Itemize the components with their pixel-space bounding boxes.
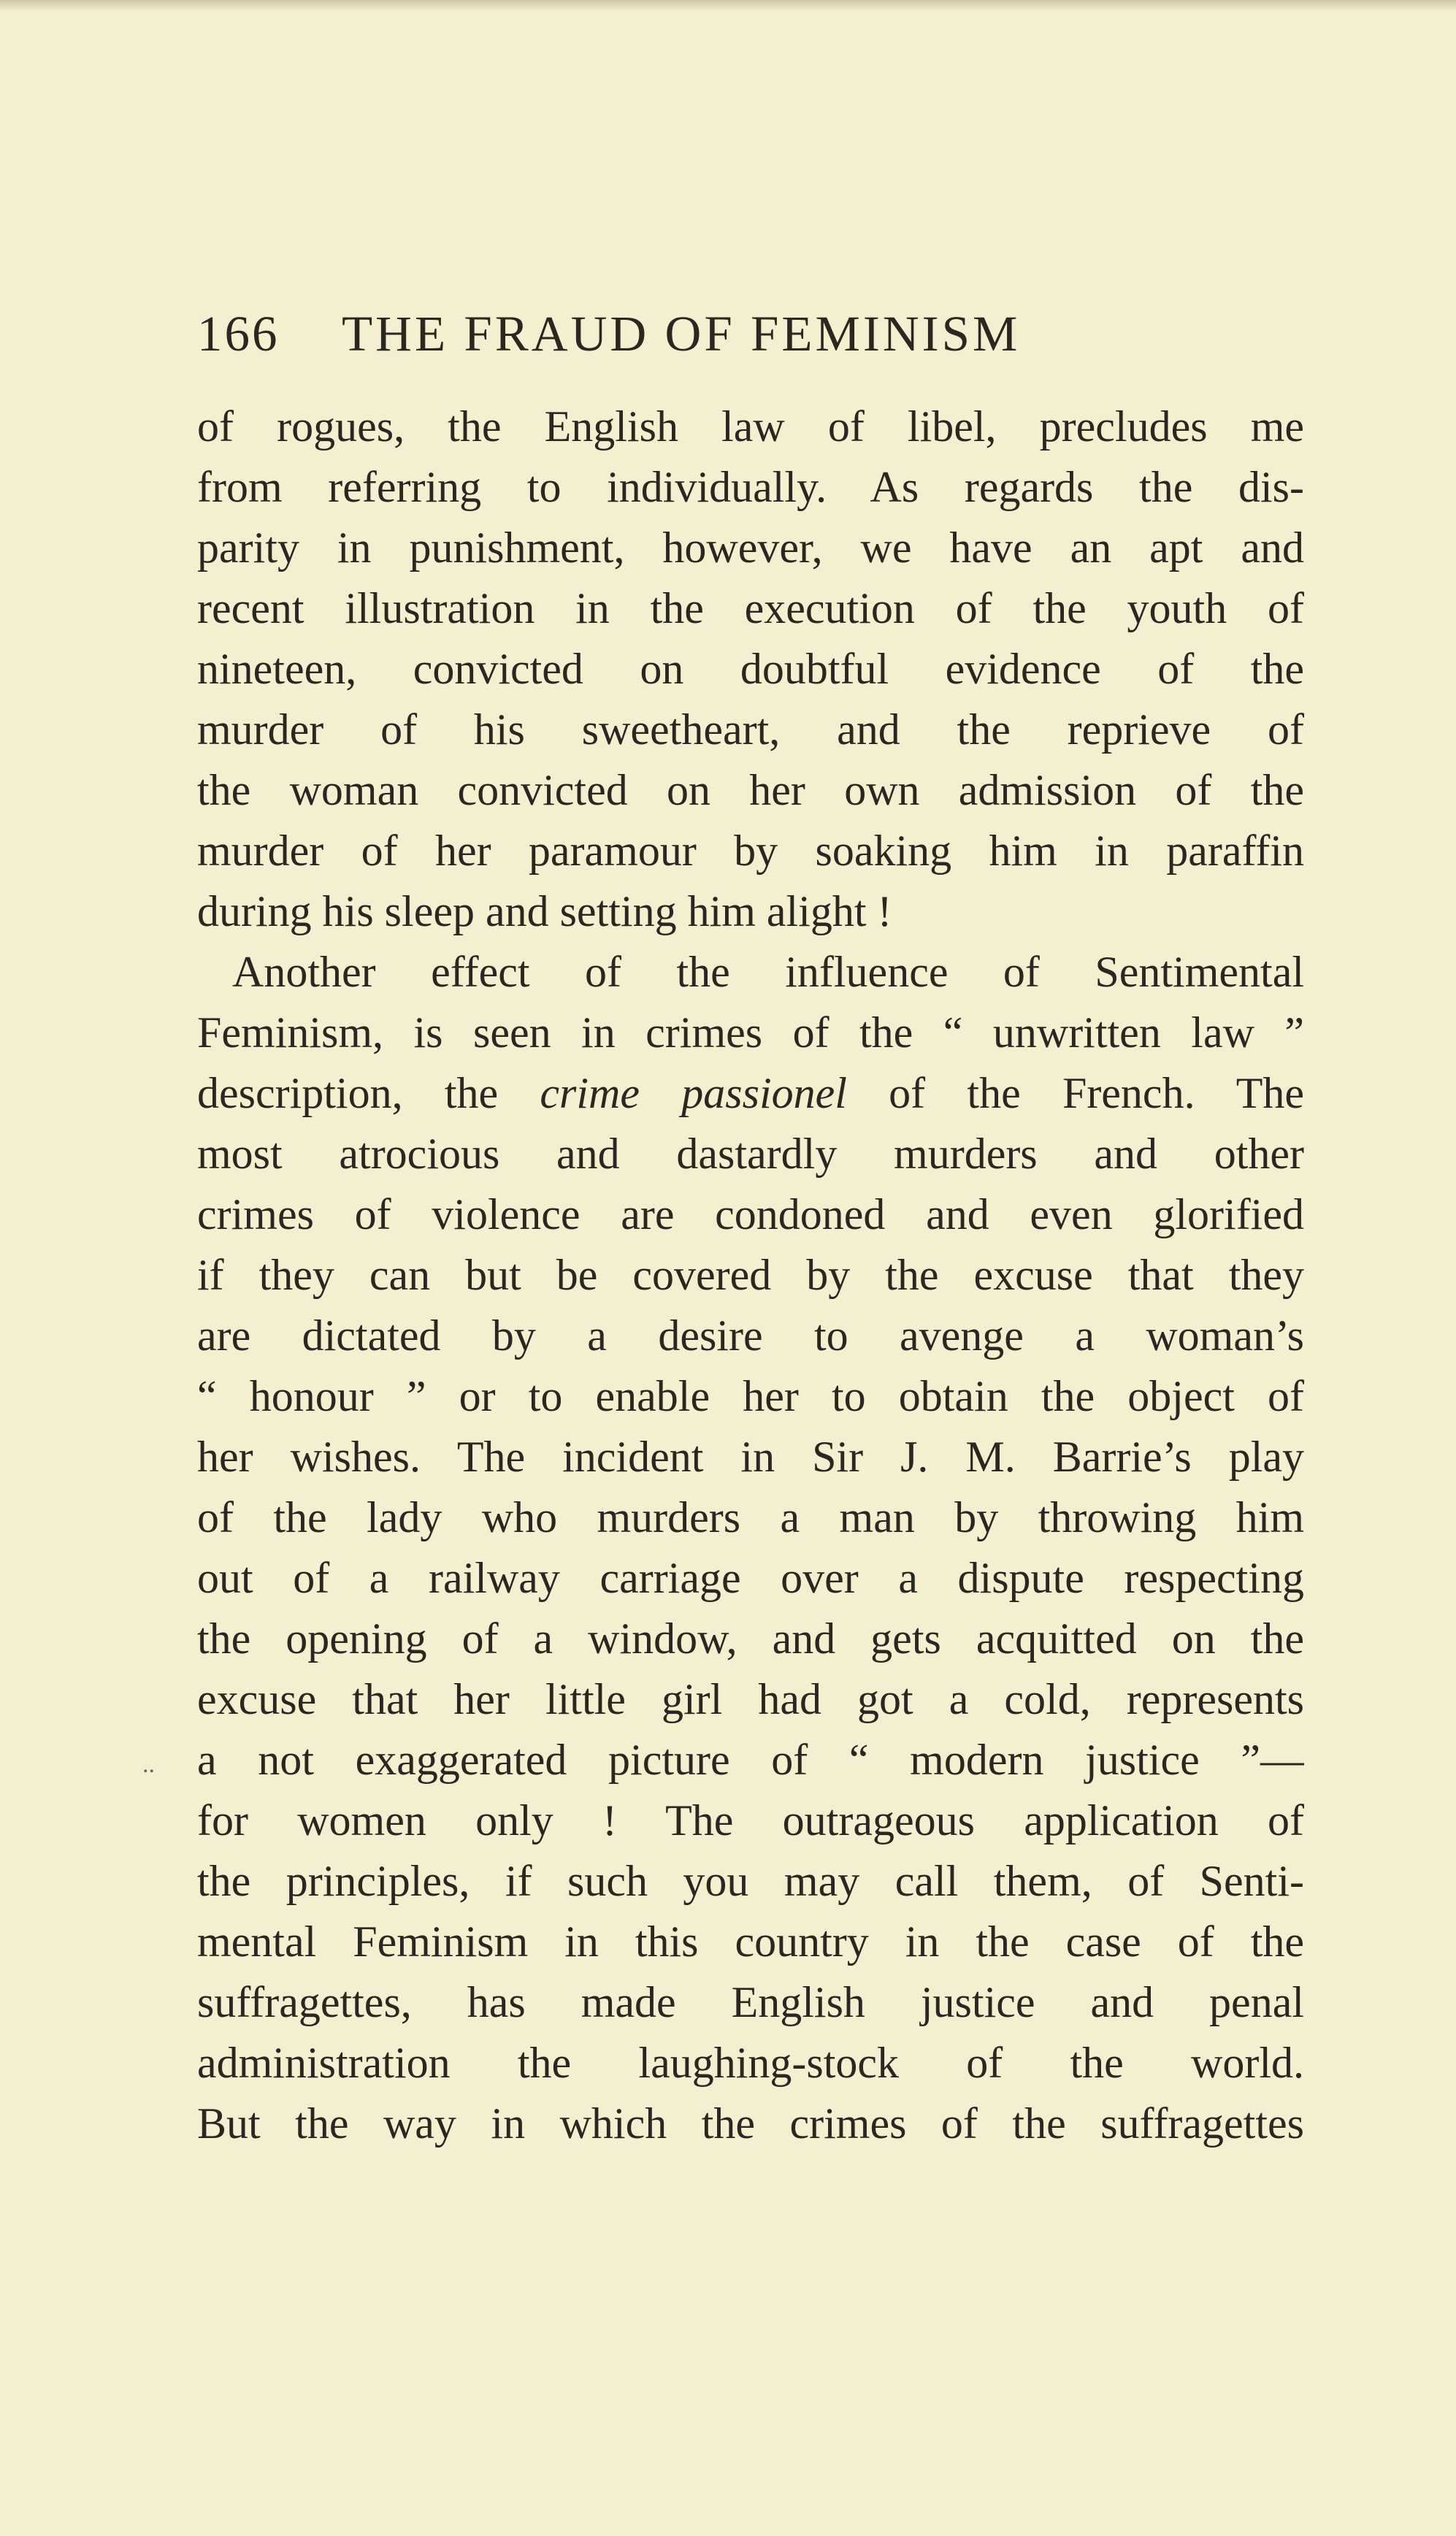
text-line: a not exaggerated picture of “ modern justice ”— <box>197 1736 1304 1784</box>
text-line: out of a railway carriage over a dispute respecting <box>197 1554 1304 1602</box>
text-line: most atrocious and dastardly murders and other <box>197 1130 1304 1178</box>
text-line: during his sleep and setting him alight ! <box>197 887 892 935</box>
margin-mark: .. <box>142 1751 155 1778</box>
text-line: excuse that her little girl had got a cold, represents <box>197 1675 1304 1723</box>
text-line: administration the laughing-stock of the world. <box>197 2039 1304 2087</box>
text-line: from referring to individually. As regards the dis- <box>197 463 1304 511</box>
text-line: nineteen, convicted on doubtful evidence of the <box>197 645 1304 693</box>
text-line: for women only ! The outrageous application of <box>197 1796 1304 1844</box>
text-line: the woman convicted on her own admission of the <box>197 766 1304 814</box>
text-run: of the French. The <box>846 1069 1304 1117</box>
text-line: parity in punishment, however, we have an apt and <box>197 524 1304 572</box>
text-line: Another effect of the influence of Sentimental <box>232 948 1304 996</box>
body-text <box>197 397 1304 2154</box>
text-line: murder of his sweetheart, and the reprieve of <box>197 705 1304 754</box>
running-head <box>197 305 1285 371</box>
text-line: the principles, if such you may call them, of Senti- <box>197 1857 1304 1905</box>
text-line: mental Feminism in this country in the case of the <box>197 1918 1304 1966</box>
text-line: murder of her paramour by soaking him in paraffin <box>197 827 1304 875</box>
text-line: Feminism, is seen in crimes of the “ unwritten law ” <box>197 1008 1304 1057</box>
text-line: suffragettes, has made English justice and penal <box>197 1978 1304 2026</box>
text-line: crimes of violence are condoned and even glorified <box>197 1190 1304 1238</box>
text-line: But the way in which the crimes of the suffragettes <box>197 2099 1304 2148</box>
text-line <box>197 1063 1304 1124</box>
text-line: are dictated by a desire to avenge a woman’s <box>197 1311 1304 1360</box>
text-run: description, the <box>197 1069 540 1117</box>
italic-phrase: crime passionel <box>540 1069 847 1117</box>
running-title: THE FRAUD OF FEMINISM <box>342 306 1021 361</box>
text-line: if they can but be covered by the excuse that they <box>197 1251 1304 1299</box>
text-line: of the lady who murders a man by throwing him <box>197 1493 1304 1541</box>
page-top-edge <box>0 0 1456 10</box>
text-line: recent illustration in the execution of the youth of <box>197 584 1304 632</box>
text-line: “ honour ” or to enable her to obtain the object of <box>197 1372 1304 1420</box>
text-line: the opening of a window, and gets acquitted on the <box>197 1614 1304 1663</box>
page-number: 166 <box>197 306 280 361</box>
text-line: her wishes. The incident in Sir J. M. Barrie’s play <box>197 1433 1304 1481</box>
text-line: of rogues, the English law of libel, precludes me <box>197 402 1304 451</box>
